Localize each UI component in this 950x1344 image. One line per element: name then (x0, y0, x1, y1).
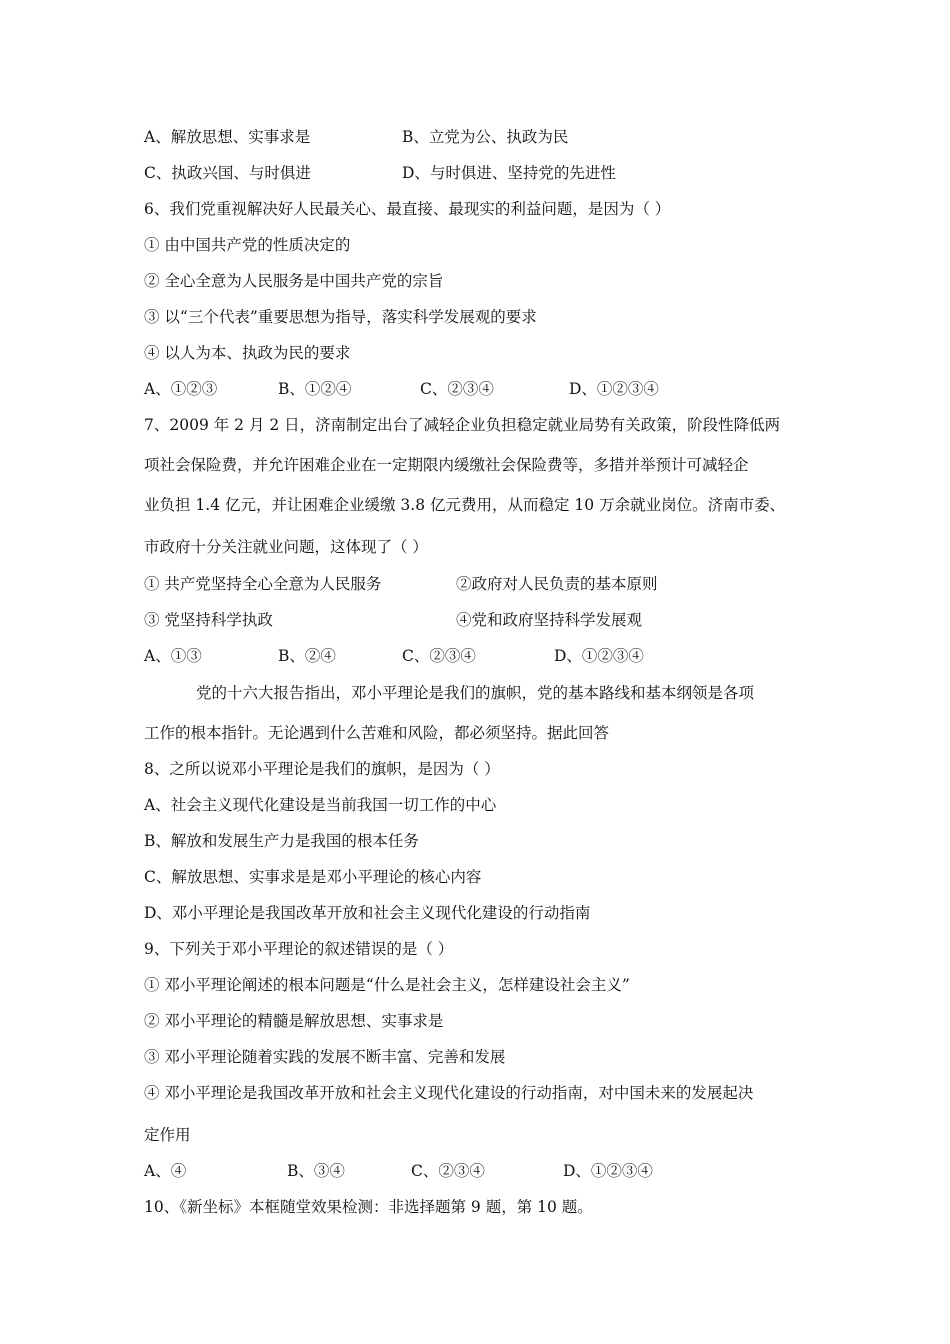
q7-stem-line-2: 项社会保险费，并允许困难企业在一定期限内缓缴社会保险费等，多措并举预计可减轻企 (144, 456, 749, 474)
q8-option-c: C、解放思想、实事求是是邓小平理论的核心内容 (144, 868, 482, 886)
q9-option-b: B、③④ (287, 1162, 345, 1180)
q9-item-4-continued: 定作用 (144, 1126, 191, 1144)
q9-option-a: A、④ (144, 1162, 187, 1180)
q7-option-d: D、①②③④ (554, 647, 644, 665)
q7-options-row (144, 646, 844, 666)
q7-option-c: C、②③④ (402, 647, 476, 665)
q8-option-d: D、邓小平理论是我国改革开放和社会主义现代化建设的行动指南 (144, 904, 591, 922)
q6-item-4: ④ 以人为本、执政为民的要求 (144, 344, 351, 362)
q7-item-2: ②政府对人民负责的基本原则 (456, 575, 658, 593)
q8-option-b: B、解放和发展生产力是我国的根本任务 (144, 832, 419, 850)
q6-option-d: D、①②③④ (569, 380, 659, 398)
q9-options-row (144, 1161, 844, 1181)
q8-option-a: A、社会主义现代化建设是当前我国一切工作的中心 (144, 796, 497, 814)
material-line-2: 工作的根本指针。无论遇到什么苦难和风险，都必须坚持。据此回答 (144, 724, 610, 742)
q9-stem: 9、下列关于邓小平理论的叙述错误的是（ ） (144, 940, 454, 958)
q9-item-3: ③ 邓小平理论随着实践的发展不断丰富、完善和发展 (144, 1048, 506, 1066)
q9-option-c: C、②③④ (411, 1162, 485, 1180)
q7-option-b: B、②④ (278, 647, 336, 665)
q7-items-row-1 (144, 574, 844, 594)
q5-options-row-1 (144, 127, 844, 147)
q7-items-row-2 (144, 610, 844, 630)
q6-option-a: A、①②③ (144, 380, 218, 398)
q9-item-2: ② 邓小平理论的精髓是解放思想、实事求是 (144, 1012, 444, 1030)
q7-stem-line-1: 7、2009 年 2 月 2 日，济南制定出台了减轻企业负担稳定就业局势有关政策，阶段性降低两 (144, 416, 781, 434)
q6-item-2: ② 全心全意为人民服务是中国共产党的宗旨 (144, 272, 444, 290)
q6-option-c: C、②③④ (420, 380, 494, 398)
q7-stem-line-4: 市政府十分关注就业问题，这体现了（ ） (144, 538, 428, 556)
q7-item-1: ① 共产党坚持全心全意为人民服务 (144, 575, 382, 593)
q5-options-row-2 (144, 163, 844, 183)
q9-item-4: ④ 邓小平理论是我国改革开放和社会主义现代化建设的行动指南，对中国未来的发展起决 (144, 1084, 754, 1102)
q8-stem: 8、之所以说邓小平理论是我们的旗帜，是因为（ ） (144, 760, 500, 778)
q7-option-a: A、①③ (144, 647, 202, 665)
q6-options-row (144, 379, 844, 399)
q6-item-1: ① 由中国共产党的性质决定的 (144, 236, 351, 254)
q6-option-b: B、①②④ (278, 380, 352, 398)
q7-item-3: ③ 党坚持科学执政 (144, 611, 273, 629)
q7-item-4: ④党和政府坚持科学发展观 (456, 611, 643, 629)
q5-option-c: C、执政兴国、与时俱进 (144, 164, 311, 182)
q5-option-b: B、立党为公、执政为民 (402, 128, 569, 146)
q9-item-1: ① 邓小平理论阐述的根本问题是“什么是社会主义，怎样建设社会主义” (144, 976, 630, 994)
q5-option-a: A、解放思想、实事求是 (144, 128, 311, 146)
q6-item-3: ③ 以“三个代表”重要思想为指导，落实科学发展观的要求 (144, 308, 537, 326)
material-line-1: 党的十六大报告指出，邓小平理论是我们的旗帜，党的基本路线和基本纲领是各项 (196, 684, 755, 702)
q6-stem: 6、我们党重视解决好人民最关心、最直接、最现实的利益问题，是因为（ ） (144, 200, 671, 218)
q10-stem: 10、《新坐标》本框随堂效果检测：非选择题第 9 题，第 10 题。 (144, 1198, 593, 1216)
q5-option-d: D、与时俱进、坚持党的先进性 (402, 164, 616, 182)
q9-option-d: D、①②③④ (563, 1162, 653, 1180)
q7-stem-line-3: 业负担 1.4 亿元，并让困难企业缓缴 3.8 亿元费用，从而稳定 10 万余就业岗位。济南市委、 (144, 496, 786, 514)
